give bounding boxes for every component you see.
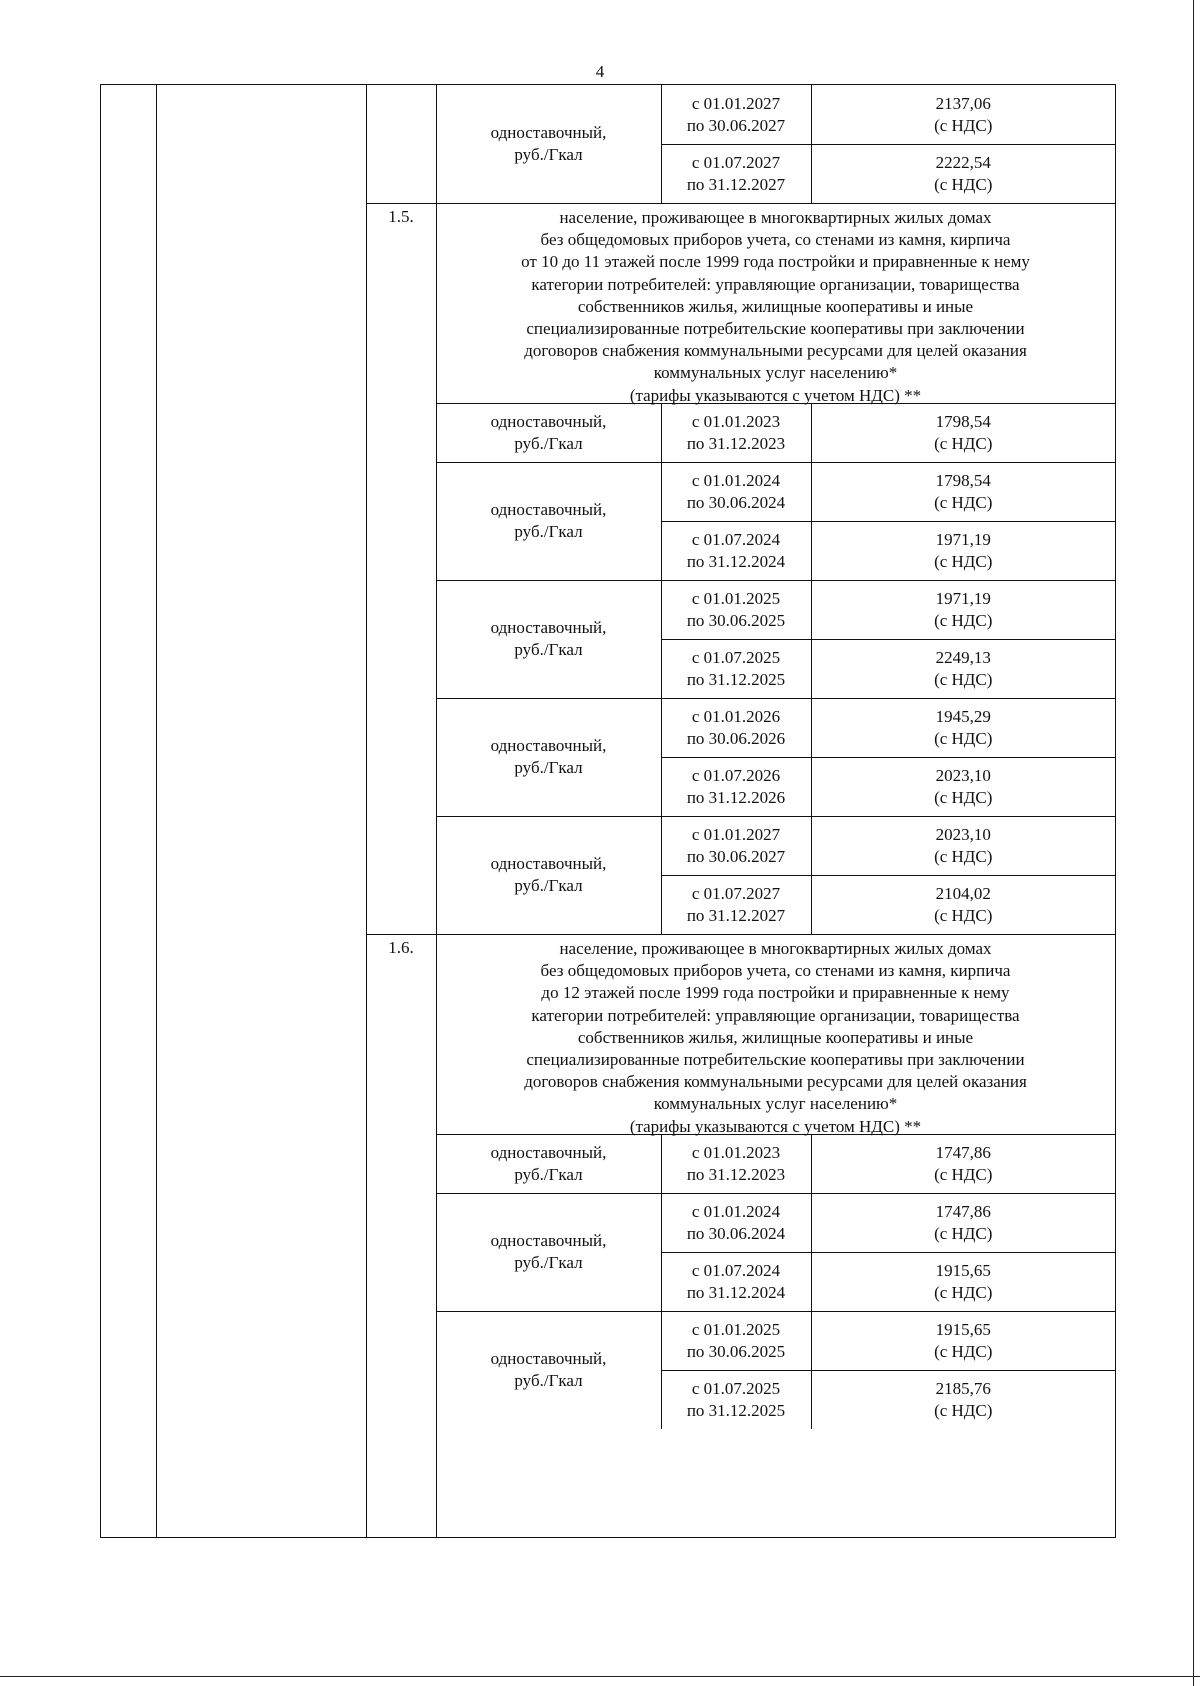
tariff-table xyxy=(100,84,1116,1538)
rate-label: одноставочный, руб./Гкал xyxy=(490,1142,607,1184)
rate-label: одноставочный, руб./Гкал xyxy=(490,736,607,777)
column-divider xyxy=(156,85,157,1537)
scan-edge-bottom xyxy=(0,1676,1200,1677)
tariff-value: 1915,65 (с НДС) xyxy=(934,1319,993,1361)
tariff-value: 2137,06 (с НДС) xyxy=(934,93,993,135)
rate-label: одноставочный, руб./Гкал xyxy=(490,123,607,164)
tariff-period: с 01.01.2027 по 30.06.2027 xyxy=(686,93,786,135)
tariff-period: с 01.07.2027 по 31.12.2027 xyxy=(686,883,786,925)
tariff-period: с 01.01.2023 по 31.12.2023 xyxy=(686,1142,786,1184)
tariff-period: с 01.01.2027 по 30.06.2027 xyxy=(686,824,786,866)
tariff-period: с 01.01.2025 по 30.06.2025 xyxy=(686,1319,786,1361)
tariff-period: с 01.01.2023 по 31.12.2023 xyxy=(686,411,786,453)
tariff-period: с 01.01.2025 по 30.06.2025 xyxy=(686,588,786,630)
tariff-period: с 01.07.2025 по 31.12.2025 xyxy=(686,1378,786,1420)
tariff-value: 2185,76 (с НДС) xyxy=(934,1378,993,1420)
tariff-value: 1798,54 (с НДС) xyxy=(934,411,993,453)
page-number: 4 xyxy=(595,62,605,81)
tariff-value: 2023,10 (с НДС) xyxy=(934,765,993,807)
tariff-value: 1971,19 (с НДС) xyxy=(934,588,993,630)
tariff-value: 1747,86 (с НДС) xyxy=(934,1142,993,1184)
rate-label: одноставочный, руб./Гкал xyxy=(490,618,607,659)
section-number: 1.5. xyxy=(388,207,414,226)
row-divider xyxy=(366,203,1116,204)
tariff-period: с 01.07.2025 по 31.12.2025 xyxy=(686,647,786,689)
rate-label: одноставочный, руб./Гкал xyxy=(490,1349,607,1390)
tariff-period: с 01.07.2024 по 31.12.2024 xyxy=(686,529,786,571)
section-description: население, проживающее в многоквартирных жилых домах без общедомовых приборов учета, со стенами из камня, кирпича до 12 этажей после 1999 года постройки и приравненные к нему категории потребителей: управляющие организации, товарищества собственников жилья, жилищные кооперативы и иные специализированные потребительские кооперативы при заключении договоров снабжения коммунальными ресурсами для целей оказания коммунальных услуг населению* (тарифы указываются с учетом НДС) ** xyxy=(524,939,1027,1136)
tariff-value: 2249,13 (с НДС) xyxy=(934,647,993,689)
tariff-value: 1971,19 (с НДС) xyxy=(934,529,993,571)
tariff-value: 1915,65 (с НДС) xyxy=(934,1260,993,1302)
tariff-value: 1747,86 (с НДС) xyxy=(934,1201,993,1243)
rate-label: одноставочный, руб./Гкал xyxy=(490,411,607,453)
tariff-period: с 01.01.2024 по 30.06.2024 xyxy=(686,470,786,512)
section-number: 1.6. xyxy=(388,938,414,957)
rate-label: одноставочный, руб./Гкал xyxy=(490,1231,607,1272)
row-divider xyxy=(366,934,1116,935)
rate-label: одноставочный, руб./Гкал xyxy=(490,854,607,895)
tariff-period: с 01.07.2027 по 31.12.2027 xyxy=(686,152,786,194)
tariff-value: 2104,02 (с НДС) xyxy=(934,883,993,925)
column-divider xyxy=(366,85,367,1537)
tariff-value: 1798,54 (с НДС) xyxy=(934,470,993,512)
scan-edge-right xyxy=(1193,0,1194,1686)
section-description: население, проживающее в многоквартирных жилых домах без общедомовых приборов учета, со стенами из камня, кирпича от 10 до 11 этажей после 1999 года постройки и приравненные к нему категории потребителей: управляющие организации, товарищества собственников жилья, жилищные кооперативы и иные специализированные потребительские кооперативы при заключении договоров снабжения коммунальными ресурсами для целей оказания коммунальных услуг населению* (тарифы указываются с учетом НДС) ** xyxy=(521,208,1030,405)
tariff-value: 1945,29 (с НДС) xyxy=(934,706,993,748)
tariff-period: с 01.01.2026 по 30.06.2026 xyxy=(686,706,786,748)
tariff-value: 2222,54 (с НДС) xyxy=(934,152,993,194)
tariff-period: с 01.07.2024 по 31.12.2024 xyxy=(686,1260,786,1302)
rate-label: одноставочный, руб./Гкал xyxy=(490,500,607,541)
tariff-period: с 01.01.2024 по 30.06.2024 xyxy=(686,1201,786,1243)
tariff-period: с 01.07.2026 по 31.12.2026 xyxy=(686,765,786,807)
tariff-value: 2023,10 (с НДС) xyxy=(934,824,993,866)
